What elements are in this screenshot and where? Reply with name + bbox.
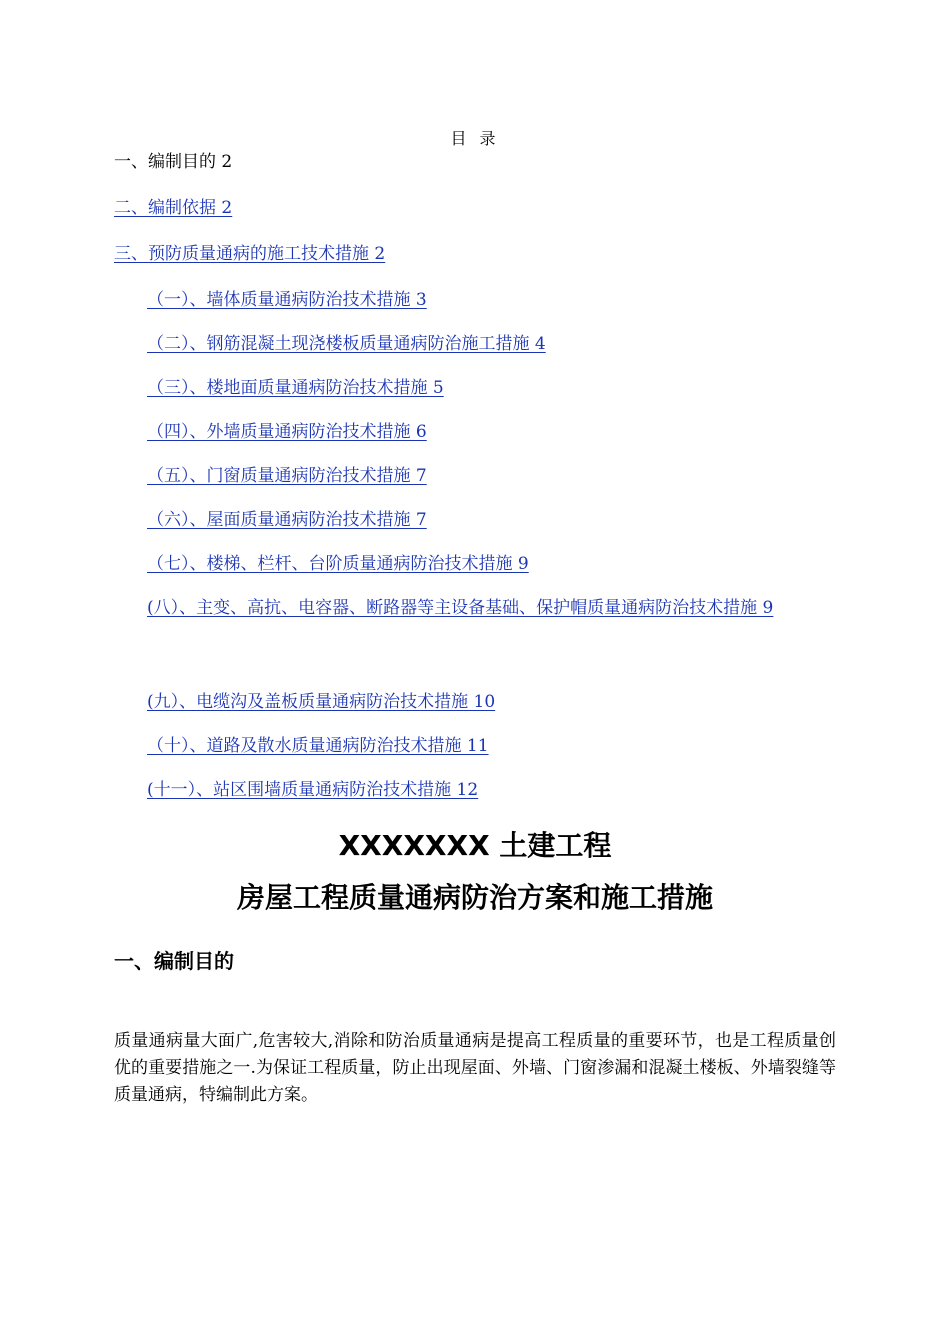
toc-entry-3-4[interactable]: （四）、外墙质量通病防治技术措施 6 — [147, 422, 427, 442]
toc-entry-3[interactable]: 三、预防质量通病的施工技术措施 2 — [114, 244, 386, 264]
toc-title: 目 录 — [450, 129, 500, 148]
toc-entry-3-9[interactable]: (九）、电缆沟及盖板质量通病防治技术措施 10 — [147, 692, 496, 712]
document-title-line-2: 房屋工程质量通病防治方案和施工措施 — [236, 881, 713, 914]
toc-entry-3-1[interactable]: （一）、墙体质量通病防治技术措施 3 — [147, 290, 427, 310]
section-heading: 一、编制目的 — [114, 949, 234, 973]
toc-entry-3-3[interactable]: （三）、楼地面质量通病防治技术措施 5 — [147, 378, 444, 398]
document-title-line-1: XXXXXXX 土建工程 — [338, 829, 612, 862]
toc-entry-3-6[interactable]: （六）、屋面质量通病防治技术措施 7 — [147, 510, 427, 530]
toc-entry-3-8[interactable]: (八）、主变、高抗、电容器、断路器等主设备基础、保护帽质量通病防治技术措施 9 — [147, 598, 774, 618]
toc-entry-3-7[interactable]: （七）、楼梯、栏杆、台阶质量通病防治技术措施 9 — [147, 554, 529, 574]
toc-entry-1: 一、编制目的 2 — [114, 152, 233, 172]
toc-entry-3-10[interactable]: （十）、道路及散水质量通病防治技术措施 11 — [147, 736, 489, 756]
body-paragraph: 质量通病量大面广,危害较大,消除和防治质量通病是提高工程质量的重要环节，也是工程质量创优的重要措施之一.为保证工程质量，防止出现屋面、外墙、门窗渗漏和混凝土楼板、外墙裂缝等质量通病，特编制此方案。 — [114, 1031, 836, 1105]
toc-entry-3-2[interactable]: （二）、钢筋混凝土现浇楼板质量通病防治施工措施 4 — [147, 334, 546, 354]
toc-entry-3-5[interactable]: （五）、门窗质量通病防治技术措施 7 — [147, 466, 427, 486]
toc-entry-3-11[interactable]: (十一）、站区围墙质量通病防治技术措施 12 — [147, 780, 479, 800]
toc-entry-2[interactable]: 二、编制依据 2 — [114, 198, 233, 218]
